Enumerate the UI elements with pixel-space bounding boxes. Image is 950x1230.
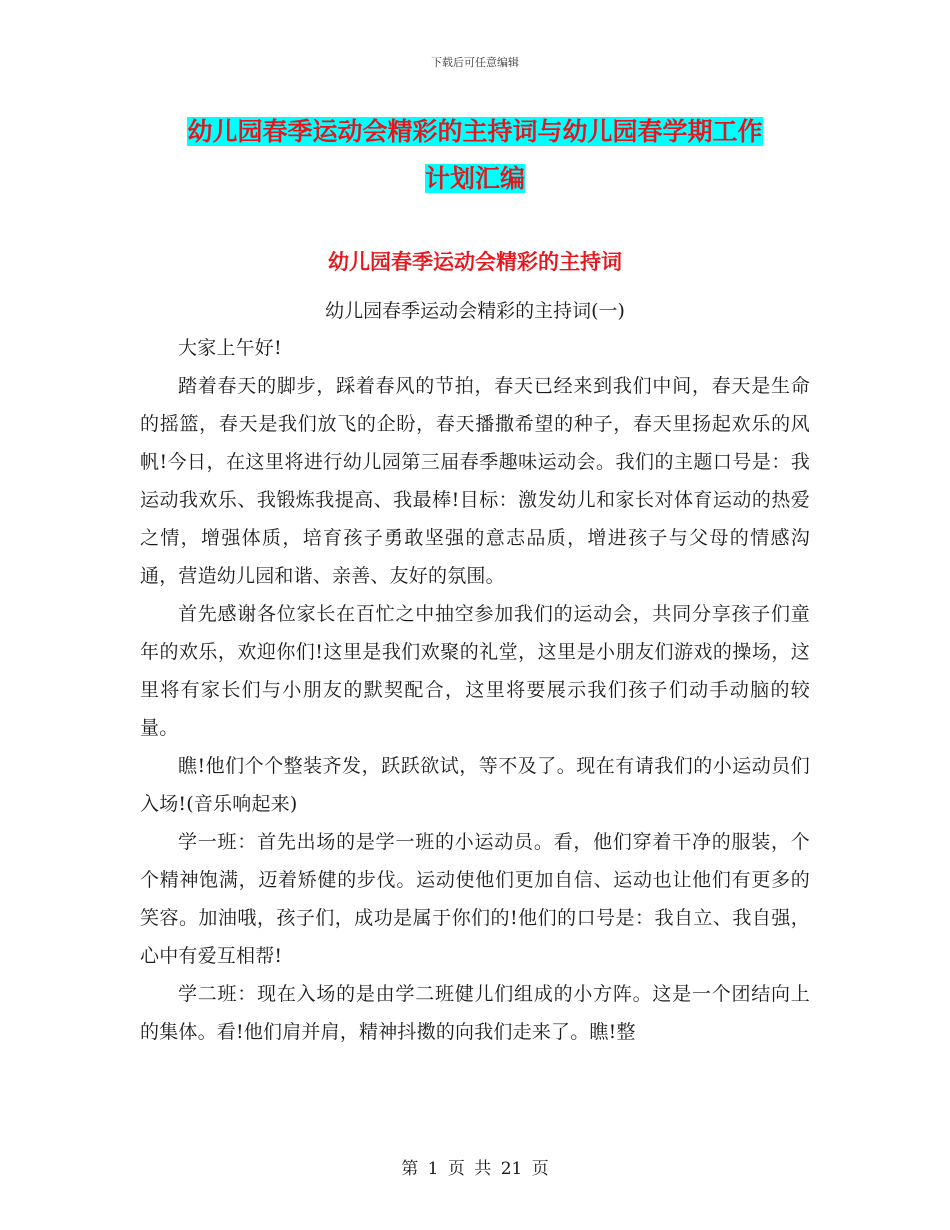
title-line-1: 幼儿园春季运动会精彩的主持词与幼儿园春学期工作 bbox=[187, 117, 763, 146]
paragraph: 学一班：首先出场的是学一班的小运动员。看，他们穿着干净的服装，个个精神饱满，迈着矫健的步伐。运动使他们更加自信、运动也让他们有更多的笑容。加油哦，孩子们，成功是属于你们的!他们的口号是：我自立、我自强，心中有爱互相帮! bbox=[140, 831, 810, 967]
header-note: 下载后可任意编辑 bbox=[431, 56, 519, 69]
body-text bbox=[140, 329, 810, 1051]
paragraph: 学二班：现在入场的是由学二班健儿们组成的小方阵。这是一个团结向上的集体。看!他们肩并肩，精神抖擞的向我们走来了。瞧!整 bbox=[140, 983, 810, 1043]
page-number: 第 1 页 共 21 页 bbox=[401, 1159, 549, 1179]
title-line-2: 计划汇编 bbox=[424, 164, 525, 193]
section-title: 幼儿园春季运动会精彩的主持词 bbox=[328, 250, 622, 274]
paragraph: 首先感谢各位家长在百忙之中抽空参加我们的运动会，共同分享孩子们童年的欢乐，欢迎你们!这里是我们欢聚的礼堂，这里是小朋友们游戏的操场，这里将有家长们与小朋友的默契配合，这里将要展示我们孩子们动手动脑的较量。 bbox=[140, 603, 810, 739]
paragraph: 踏着春天的脚步，踩着春风的节拍，春天已经来到我们中间，春天是生命的摇篮，春天是我们放飞的企盼，春天播撒希望的种子，春天里扬起欢乐的风帆!今日，在这里将进行幼儿园第三届春季趣味运动会。我们的主题口号是：我运动我欢乐、我锻炼我提高、我最棒!目标：激发幼儿和家长对体育运动的热爱之情，增强体质，培育孩子勇敢坚强的意志品质，增进孩子与父母的情感沟通，营造幼儿园和谐、亲善、友好的氛围。 bbox=[140, 375, 810, 587]
document-title bbox=[140, 108, 810, 202]
paragraph: 大家上午好! bbox=[178, 337, 282, 359]
paragraph: 瞧!他们个个整装齐发，跃跃欲试，等不及了。现在有请我们的小运动员们入场!(音乐响起来) bbox=[140, 755, 810, 815]
subtitle: 幼儿园春季运动会精彩的主持词(一) bbox=[325, 300, 625, 322]
